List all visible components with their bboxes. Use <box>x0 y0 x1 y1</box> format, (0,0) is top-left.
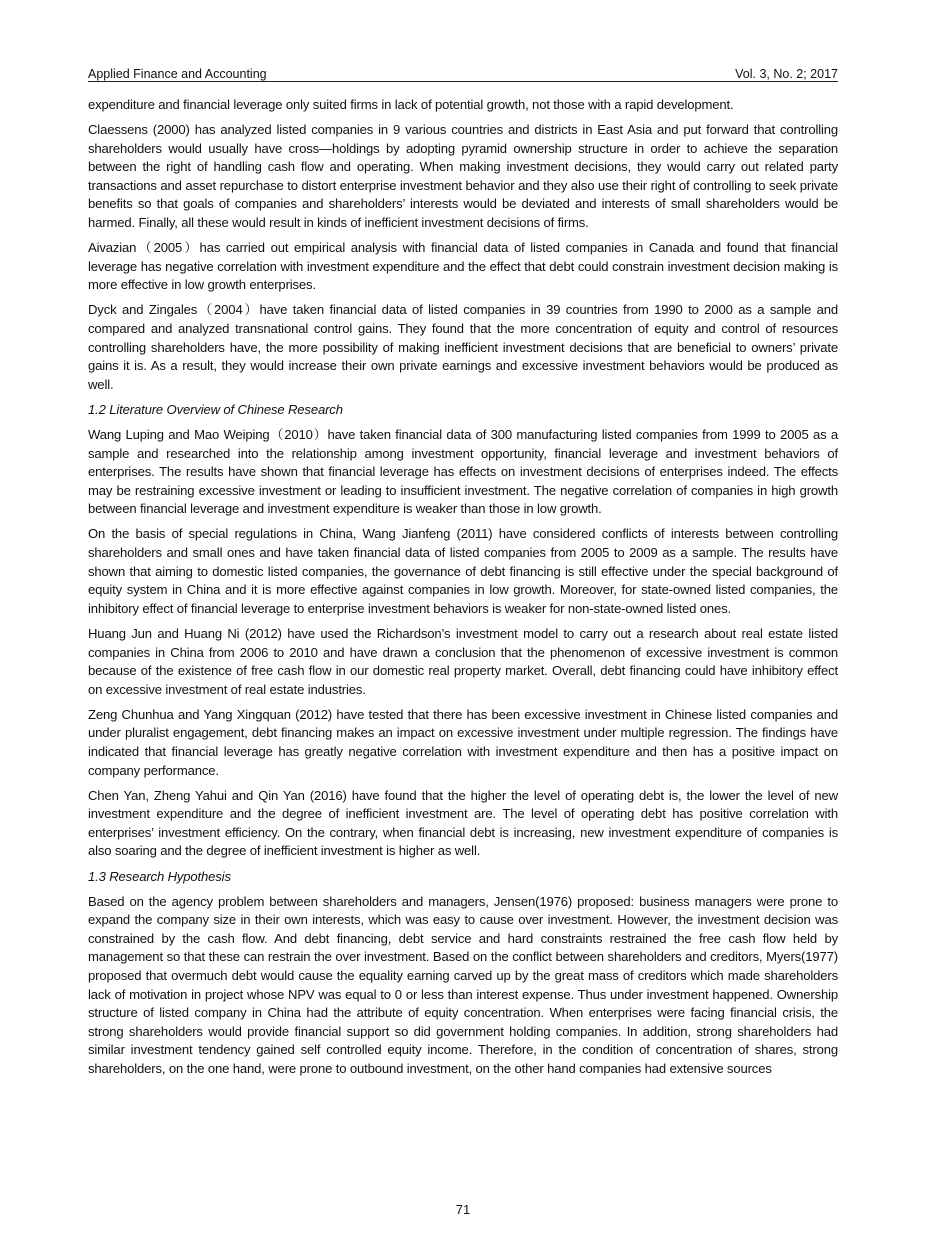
page-number: 71 <box>455 1202 471 1217</box>
paragraph: Claessens (2000) has analyzed listed companies in 9 various countries and districts in East Asia and put forward that controlling shareholders would usually have cross—holdings by adopting pyramid ownership structure in order to achieve the separation between the right of handling cash flow and operating. When making investment decisions, they would carry out related party transactions and asset repurchase to distort enterprise investment behavior and they also use their right of controlling to seek private benefits so that goals of companies and shareholders’ interests would be deviated and interests of small shareholders would be harmed. Finally, all these would result in kinds of inefficient investment decisions of firms. <box>88 122 838 231</box>
paragraph: expenditure and financial leverage only suited firms in lack of potential growth, not those with a rapid development. <box>88 97 734 112</box>
paragraph: Dyck and Zingales（2004）have taken financial data of listed companies in 39 countries from 1990 to 2000 as a sample and compared and analyzed transnational control gains. They found that the more concentration of equity and control of resources controlling shareholders have, the more possibility of making inefficient investment decisions that are beneficial to owners’ private gains it is. As a result, they would increase their own private earnings and excessive investment behaviors would be produced as well. <box>88 302 838 392</box>
journal-name: Applied Finance and Accounting <box>88 67 267 81</box>
paragraph: On the basis of special regulations in China, Wang Jianfeng (2011) have considered conflicts of interests between controlling shareholders and small ones and have taken financial data of listed companies from 2005 to 2009 as a sample. The results have shown that aiming to domestic listed companies, the governance of debt financing is still effective under the special background of equity system in China and it is more effective against companies in low growth. Moreover, for state-owned listed companies, the inhibitory effect of financial leverage to enterprise investment behaviors is weaker for non-state-owned listed ones. <box>88 526 838 616</box>
section-heading-1-3: 1.3 Research Hypothesis <box>88 868 231 884</box>
paragraph: Based on the agency problem between shareholders and managers, Jensen(1976) proposed: business managers were prone to expand the company size in their own interests, which was easy to cause over investment. However, the investment decision was constrained by the cash flow. And debt financing, debt service and hard constraints restrained the free cash flow held by management so that these can restrain the over investment. Based on the conflict between shareholders and creditors, Myers(1977) proposed that overmuch debt would cause the equality earning carved up by the great mass of creditors which made shareholders lack of motivation in project whose NPV was equal to 0 or less than interest expense. Thus under investment happened. Ownership structure of listed company in China had the attribute of equity concentration. When enterprises were facing financial crisis, the strong shareholders would provide financial support so did government holding companies. In addition, strong shareholders had similar investment tendency gained self controlled equity income. Therefore, in the condition of concentration of shares, strong shareholders, on the one hand, were prone to outbound investment, on the other hand companies had extensive sources <box>88 893 838 1076</box>
paragraph: Wang Luping and Mao Weiping（2010）have taken financial data of 300 manufacturing listed companies from 1999 to 2005 as a sample and researched into the relationship among investment opportunity, financial leverage and investment behaviors of enterprises. The results have shown that financial leverage has effects on investment decisions of enterprises indeed. The effects may be restraining excessive investment or leading to insufficient investment. The negative correlation of companies in high growth between financial leverage and investment expenditure is weaker than those in low growth. <box>88 427 838 517</box>
paragraph: Zeng Chunhua and Yang Xingquan (2012) have tested that there has been excessive investment in Chinese listed companies and under pluralist engagement, debt financing makes an impact on excessive investment under multiple regression. The findings have indicated that financial leverage has greatly negative correlation with investment expenditure and then has a positive impact on company performance. <box>88 706 838 778</box>
paragraph: Chen Yan, Zheng Yahui and Qin Yan (2016) have found that the higher the level of operating debt is, the lower the level of new investment expenditure and the degree of inefficient investment are. The level of operating debt has positive correlation with enterprises’ investment efficiency. On the contrary, when financial debt is increasing, new investment expenditure of companies is also soaring and the degree of inefficient investment is higher as well. <box>88 787 838 859</box>
running-header <box>88 61 838 81</box>
header-rule <box>88 81 838 82</box>
paragraph: Aivazian（2005）has carried out empirical analysis with financial data of listed companies in Canada and found that financial leverage has negative correlation with investment expenditure and the effect that debt could constrain investment decision making is more effective in low growth enterprises. <box>88 240 838 293</box>
paragraph: Huang Jun and Huang Ni (2012) have used the Richardson’s investment model to carry out a research about real estate listed companies in China from 2006 to 2010 and have drawn a conclusion that the phenomenon of excessive investment is common because of the existence of free cash flow in our domestic real property market. Overall, debt financing could have inhibitory effect on excessive investment of real estate industries. <box>88 625 838 697</box>
section-heading-1-2: 1.2 Literature Overview of Chinese Research <box>88 401 343 417</box>
article-body <box>88 96 838 1085</box>
volume-info: Vol. 3, No. 2; 2017 <box>735 67 838 81</box>
